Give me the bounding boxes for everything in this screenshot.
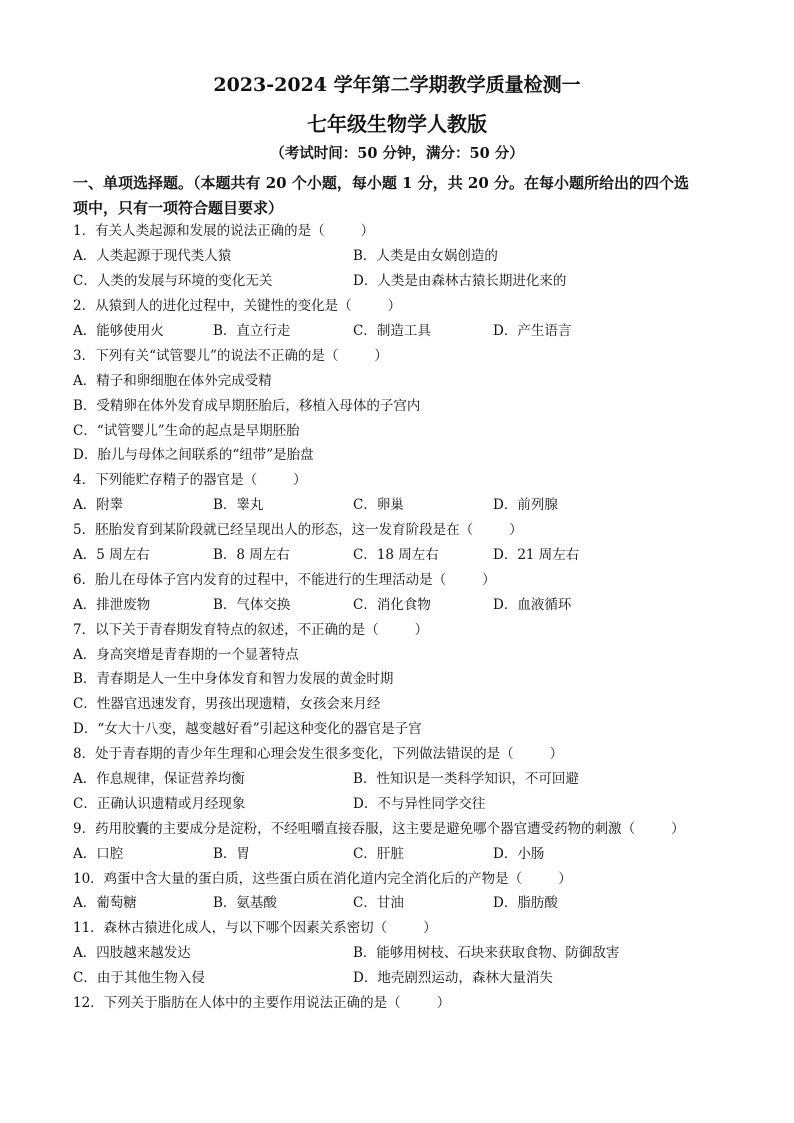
question-stem: [73, 615, 741, 640]
answer-option: C．性器官迅速发育，男孩出现遗精，女孩会来月经: [73, 696, 381, 713]
answer-option: A．人类起源于现代类人猿: [73, 248, 232, 265]
question-text: 11．森林古猿进化成人，与以下哪个因素关系密切（: [73, 920, 388, 937]
answer-option: D．胎儿与母体之间联系的“纽带”是胎盘: [73, 447, 314, 464]
answer-option: D．小肠: [493, 845, 545, 862]
question-text: 10．鸡蛋中含大量的蛋白质，这些蛋白质在消化道内完全消化后的产物是（: [73, 870, 523, 887]
option-row: [73, 242, 741, 267]
section-heading-line1: 一、单项选择题。（本题共有 20 个小题，每小题 1 分，共 20 分。在每小题所给出的四个选: [73, 174, 690, 192]
answer-option: D．不与异性同学交往: [353, 795, 486, 812]
answer-option: D．21 周左右: [493, 547, 580, 564]
answer-option: A．葡萄糖: [73, 895, 137, 912]
answer-option: A．口腔: [73, 845, 124, 862]
question-stem: [73, 914, 741, 939]
question-stem: [73, 516, 741, 541]
option-row: [73, 491, 741, 516]
option-row: [73, 317, 741, 342]
exam-subtitle: 七年级生物学人教版: [307, 112, 487, 136]
answer-option: C．制造工具: [353, 323, 431, 339]
option-row: [73, 839, 741, 864]
answer-option: B．人类是由女娲创造的: [353, 248, 498, 265]
question-text: 3．下列有关“试管婴儿”的说法不正确的是（: [73, 347, 339, 364]
answer-option: A．四肢越来越发达: [73, 945, 191, 962]
answer-option: C．消化食物: [353, 596, 431, 613]
question-text: 12．下列关于脂肪在人体中的主要作用说法正确的是（: [73, 995, 401, 1012]
option-row: [73, 267, 741, 292]
answer-option: C．18 周左右: [353, 547, 439, 564]
option-row: [73, 366, 741, 391]
option-row: [73, 715, 741, 740]
answer-option: C．肝脏: [353, 845, 404, 862]
option-row: [73, 391, 741, 416]
answer-option: C．“试管婴儿”生命的起点是早期胚胎: [73, 422, 300, 439]
question-text: 9．药用胶囊的主要成分是淀粉，不经咀嚼直接吞服，这主要是避免哪个器官遭受药物的刺激（: [73, 820, 636, 837]
option-row: [73, 640, 741, 665]
answer-option: D．地壳剧烈运动，森林大量消失: [353, 970, 553, 987]
answer-option: B．直立行走: [213, 323, 291, 339]
answer-option: C．正确认识遗精或月经现象: [73, 795, 246, 812]
answer-bracket-close: ）: [482, 571, 496, 588]
question-text: 2．从猿到人的进化过程中，关键性的变化是（: [73, 298, 352, 315]
option-row: [73, 541, 741, 566]
answer-option: C．卵巢: [353, 497, 404, 514]
option-row: [73, 416, 741, 441]
question-text: 8．处于青春期的青少年生理和心理会发生很多变化，下列做法错误的是（: [73, 746, 514, 763]
answer-option: A．能够使用火: [73, 323, 164, 339]
question-stem: [73, 466, 741, 491]
option-row: [73, 441, 741, 466]
question-list: [73, 217, 741, 1014]
answer-option: B．睾丸: [213, 497, 264, 514]
question-text: 5．胚胎发育到某阶段就已经呈现出人的形态，这一发育阶段是在（: [73, 522, 474, 539]
answer-bracket-close: ）: [549, 746, 564, 763]
question-stem: [73, 341, 741, 366]
answer-option: C．人类的发展与环境的变化无关: [73, 273, 273, 290]
answer-option: B．青春期是人一生中身体发育和智力发展的黄金时期: [73, 671, 394, 688]
option-row: [73, 665, 741, 690]
question-stem: [73, 814, 741, 839]
question-text: 1．有关人类起源和发展的说法正确的是（: [73, 223, 325, 240]
answer-option: B．受精卵在体外发育成早期胚胎后，移植入母体的子宫内: [73, 397, 421, 414]
answer-option: D．前列腺: [493, 497, 558, 514]
answer-bracket-close: ）: [374, 347, 388, 364]
answer-option: B．8 周左右: [213, 547, 290, 564]
option-row: [73, 590, 741, 615]
exam-info: （考试时间：50 分钟，满分：50 分）: [270, 145, 524, 162]
question-text: 4．下列能贮存精子的器官是（: [73, 472, 258, 489]
question-stem: [73, 989, 741, 1014]
answer-bracket-close: ）: [671, 820, 685, 837]
answer-option: D．“女大十八变，越变越好看”引起这种变化的器官是子宫: [73, 721, 422, 738]
option-row: [73, 765, 741, 790]
answer-bracket-close: ）: [360, 223, 375, 240]
answer-option: A．精子和卵细胞在体外完成受精: [73, 372, 272, 389]
option-row: [73, 889, 741, 914]
answer-option: A．附睾: [73, 497, 124, 514]
answer-bracket-close: ）: [414, 621, 429, 638]
answer-bracket-close: ）: [436, 995, 451, 1012]
question-stem: [73, 565, 741, 590]
question-stem: [73, 292, 741, 317]
exam-title: 2023-2024 学年第二学期教学质量检测一: [213, 74, 581, 96]
answer-option: A．作息规律，保证营养均衡: [73, 771, 245, 788]
answer-option: C．甘油: [353, 895, 404, 912]
option-row: [73, 690, 741, 715]
option-row: [73, 964, 741, 989]
answer-bracket-close: ）: [423, 920, 437, 937]
answer-option: D．人类是由森林古猿长期进化来的: [353, 273, 567, 290]
answer-bracket-close: ）: [509, 522, 523, 539]
answer-option: B．性知识是一类科学知识，不可回避: [353, 771, 579, 788]
answer-bracket-close: ）: [558, 870, 572, 887]
answer-option: D．脂肪酸: [493, 895, 558, 912]
answer-bracket-close: ）: [387, 298, 402, 315]
answer-option: B．氨基酸: [213, 895, 277, 912]
option-row: [73, 939, 741, 964]
answer-option: D．产生语言: [493, 323, 572, 339]
answer-option: A．排泄废物: [73, 596, 151, 613]
question-stem: [73, 740, 741, 765]
question-stem: [73, 217, 741, 242]
question-text: 6．胎儿在母体子宫内发育的过程中，不能进行的生理活动是（: [73, 571, 447, 588]
option-row: [73, 789, 741, 814]
answer-option: C．由于其他生物入侵: [73, 970, 205, 987]
question-text: 7．以下关于青春期发育特点的叙述，不正确的是（: [73, 621, 379, 638]
answer-option: A．身高突增是青春期的一个显著特点: [73, 646, 299, 663]
answer-option: B．胃: [213, 845, 250, 862]
answer-option: D．血液循环: [493, 596, 572, 613]
section-heading-line2: 项中，只有一项符合题目要求）: [73, 199, 284, 217]
section-heading: [73, 171, 741, 221]
answer-option: B．能够用树枝、石块来获取食物、防御敌害: [353, 945, 620, 962]
question-stem: [73, 864, 741, 889]
answer-option: B．气体交换: [213, 596, 291, 613]
answer-bracket-close: ）: [293, 472, 307, 489]
answer-option: A．5 周左右: [73, 547, 150, 564]
